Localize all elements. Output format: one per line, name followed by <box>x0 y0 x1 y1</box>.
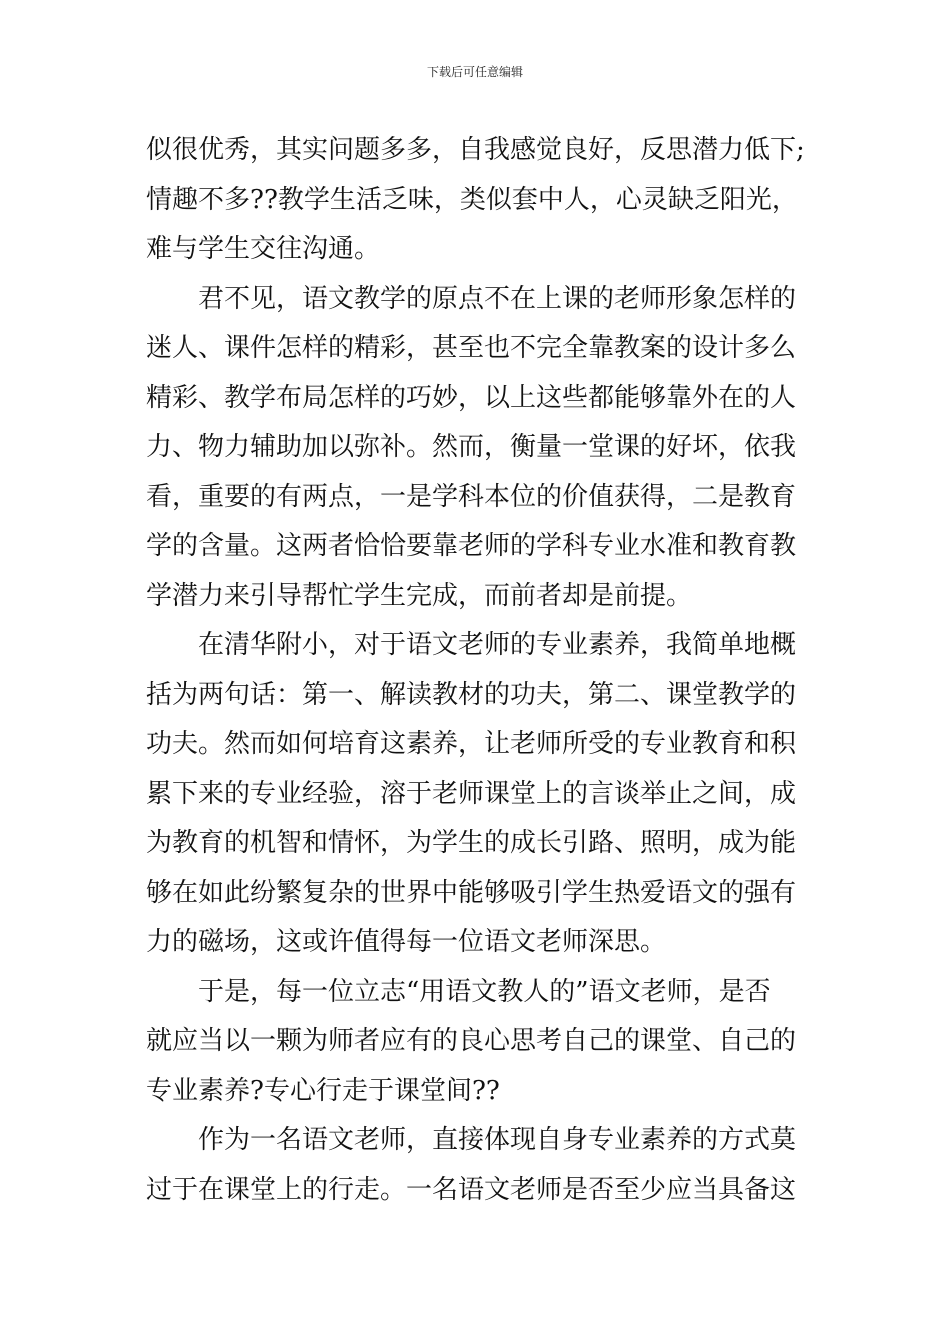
page-header: 下载后可任意编辑 <box>426 65 523 79</box>
paragraph-3 <box>146 621 808 968</box>
paragraph-1 <box>146 126 808 275</box>
text-line: 功夫。然而如何培育这素养，让老师所受的专业教育和积 <box>146 729 797 759</box>
text-line: 括为两句话：第一、解读教材的功夫，第二、课堂教学的 <box>146 679 797 710</box>
text-line: 君不见，语文教学的原点不在上课的老师形象怎样的 <box>198 283 797 314</box>
text-line: 力的磁场，这或许值得每一位语文老师深思。 <box>146 927 667 957</box>
text-line: 够在如此纷繁复杂的世界中能够吸引学生热爱语文的强有 <box>146 877 797 908</box>
text-line: 似很优秀，其实问题多多，自我感觉良好，反思潜力低下; <box>146 135 805 165</box>
text-line: 看，重要的有两点，一是学科本位的价值获得，二是教育 <box>146 481 797 512</box>
text-line: 专业素养?专心行走于课堂间?? <box>146 1075 500 1106</box>
paragraph-2 <box>146 275 808 622</box>
paragraph-4 <box>146 968 808 1117</box>
text-line: 在清华附小，对于语文老师的专业素养，我简单地概 <box>198 630 797 660</box>
text-line: 迷人、课件怎样的精彩，甚至也不完全靠教案的设计多么 <box>146 333 797 363</box>
text-line: 过于在课堂上的行走。一名语文老师是否至少应当具备这 <box>146 1174 797 1205</box>
text-line: 精彩、教学布局怎样的巧妙，以上这些都能够靠外在的人 <box>146 382 797 413</box>
paragraph-5 <box>146 1116 808 1215</box>
text-line: 作为一名语文老师，直接体现自身专业素养的方式莫 <box>198 1125 797 1155</box>
document-body <box>146 126 808 1215</box>
text-line: 学潜力来引导帮忙学生完成，而前者却是前提。 <box>146 580 693 611</box>
text-line: 学的含量。这两者恰恰要靠老师的学科专业水准和教育教 <box>146 531 797 561</box>
text-line: 情趣不多??教学生活乏味，类似套中人，心灵缺乏阳光， <box>146 184 798 215</box>
text-line: 为教育的机智和情怀，为学生的成长引路、照明，成为能 <box>146 828 797 858</box>
text-line: 于是，每一位立志“用语文教人的”语文老师，是否 <box>198 976 771 1007</box>
text-line: 力、物力辅助加以弥补。然而，衡量一堂课的好坏，依我 <box>146 432 797 462</box>
text-line: 难与学生交往沟通。 <box>146 234 381 264</box>
text-line: 就应当以一颗为师者应有的良心思考自己的课堂、自己的 <box>146 1026 797 1056</box>
text-line: 累下来的专业经验，溶于老师课堂上的言谈举止之间，成 <box>146 778 797 809</box>
